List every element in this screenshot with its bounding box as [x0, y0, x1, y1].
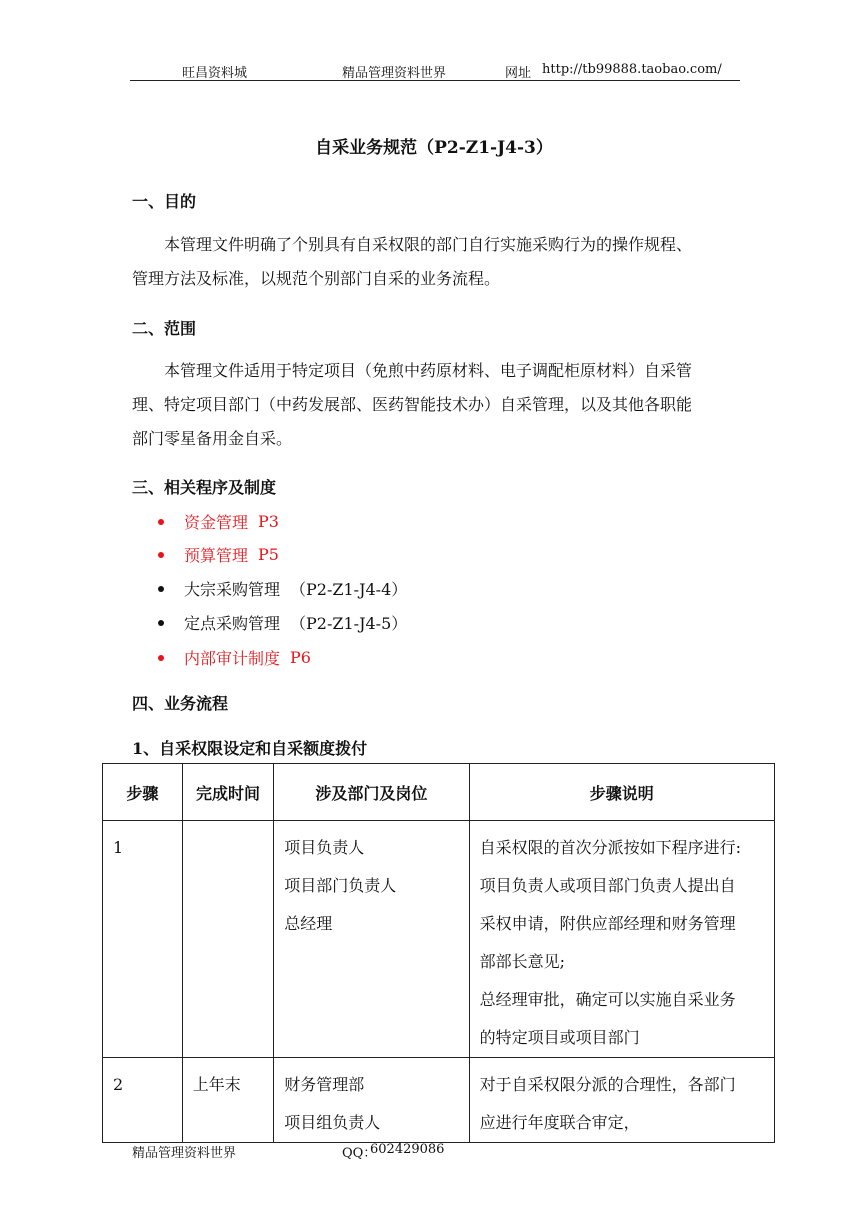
desc-line: 对于自采权限分派的合理性，各部门: [479, 1075, 736, 1094]
related-item-code: P3: [258, 512, 279, 531]
footer-qq-number: 602429086: [370, 1142, 445, 1157]
dept-line: 总经理: [284, 914, 333, 933]
header-site-label: 网址: [505, 66, 532, 81]
desc-line: 总经理审批，确定可以实施自采业务: [479, 990, 736, 1009]
table-header-row: [103, 764, 775, 821]
col-header-time: 完成时间: [182, 764, 274, 821]
section-scope-body: [132, 354, 746, 456]
header-url-link[interactable]: http://tb99888.taobao.com/: [542, 62, 722, 77]
desc-line: 项目负责人或项目部门负责人提出自: [479, 876, 736, 895]
cell-time: 上年末: [182, 1058, 274, 1143]
related-item-name: 内部审计制度: [184, 649, 281, 668]
paragraph-line: 本管理文件明确了个别具有自采权限的部门自行实施采购行为的操作规程、: [164, 235, 693, 254]
cell-desc: [469, 821, 774, 1058]
related-item-code: （P2-Z1-J4-4）: [290, 580, 408, 599]
desc-line: 应进行年度联合审定，: [479, 1113, 640, 1132]
col-header-step: 步骤: [103, 764, 183, 821]
related-item-name: 预算管理: [184, 546, 249, 565]
section-purpose-heading: 一、目的: [132, 192, 197, 211]
cell-desc: [469, 1058, 774, 1143]
bullet-icon: [158, 519, 164, 525]
footer-left-text: 精品管理资料世界: [132, 1146, 237, 1161]
cell-dept: [274, 821, 469, 1058]
paragraph-line: 部门零星备用金自采。: [132, 429, 293, 448]
related-item-designated-purchase: [158, 611, 407, 634]
dept-line: 项目部门负责人: [284, 876, 397, 895]
paragraph-line: 本管理文件适用于特定项目（免煎中药原材料、电子调配柜原材料）自采管: [164, 361, 693, 380]
process-table: [102, 763, 775, 1143]
table-row: [103, 1058, 775, 1143]
related-item-budget-mgmt[interactable]: [158, 543, 279, 566]
related-item-fund-mgmt[interactable]: [158, 510, 279, 533]
desc-line: 的特定项目或项目部门: [479, 1028, 640, 1047]
col-header-dept: 涉及部门及岗位: [274, 764, 469, 821]
desc-line: 部部长意见;: [479, 952, 566, 971]
related-item-name: 资金管理: [184, 513, 249, 532]
dept-line: 项目负责人: [284, 838, 365, 857]
footer-qq-label: QQ：: [342, 1146, 377, 1161]
cell-dept: [274, 1058, 469, 1143]
header-center-text: 精品管理资料世界: [342, 66, 447, 81]
bullet-icon: [158, 552, 164, 558]
section-process-heading: 四、业务流程: [132, 694, 229, 713]
related-item-code: P5: [258, 545, 279, 564]
section-purpose-body: [132, 228, 746, 296]
cell-time: [182, 821, 274, 1058]
dept-line: 项目组负责人: [284, 1113, 381, 1132]
subsection-heading: 1、自采权限设定和自采额度拨付: [132, 739, 368, 758]
header-rule: [130, 80, 740, 81]
related-item-name: 大宗采购管理: [184, 580, 281, 599]
table-row: [103, 821, 775, 1058]
bullet-icon: [158, 586, 164, 592]
cell-step: 1: [103, 821, 183, 1058]
bullet-icon: [158, 620, 164, 626]
related-item-name: 定点采购管理: [184, 614, 281, 633]
desc-line: 自采权限的首次分派按如下程序进行:: [479, 838, 742, 857]
document-title: 自采业务规范（P2-Z1-J4-3）: [315, 138, 553, 158]
paragraph-line: 管理方法及标准，以规范个别部门自采的业务流程。: [132, 269, 501, 288]
desc-line: 采权申请，附供应部经理和财务管理: [479, 914, 736, 933]
dept-line: 财务管理部: [284, 1075, 365, 1094]
bullet-icon: [158, 655, 164, 661]
paragraph-line: 理、特定项目部门（中药发展部、医药智能技术办）自采管理，以及其他各职能: [132, 395, 693, 414]
cell-step: 2: [103, 1058, 183, 1143]
related-item-bulk-purchase: [158, 577, 407, 600]
section-related-heading: 三、相关程序及制度: [132, 478, 277, 497]
related-item-code: （P2-Z1-J4-5）: [290, 614, 408, 633]
related-item-internal-audit[interactable]: [158, 646, 311, 669]
header-left-text: 旺昌资料城: [182, 66, 248, 81]
related-item-code: P6: [290, 648, 311, 667]
section-scope-heading: 二、范围: [132, 319, 197, 338]
col-header-desc: 步骤说明: [469, 764, 774, 821]
